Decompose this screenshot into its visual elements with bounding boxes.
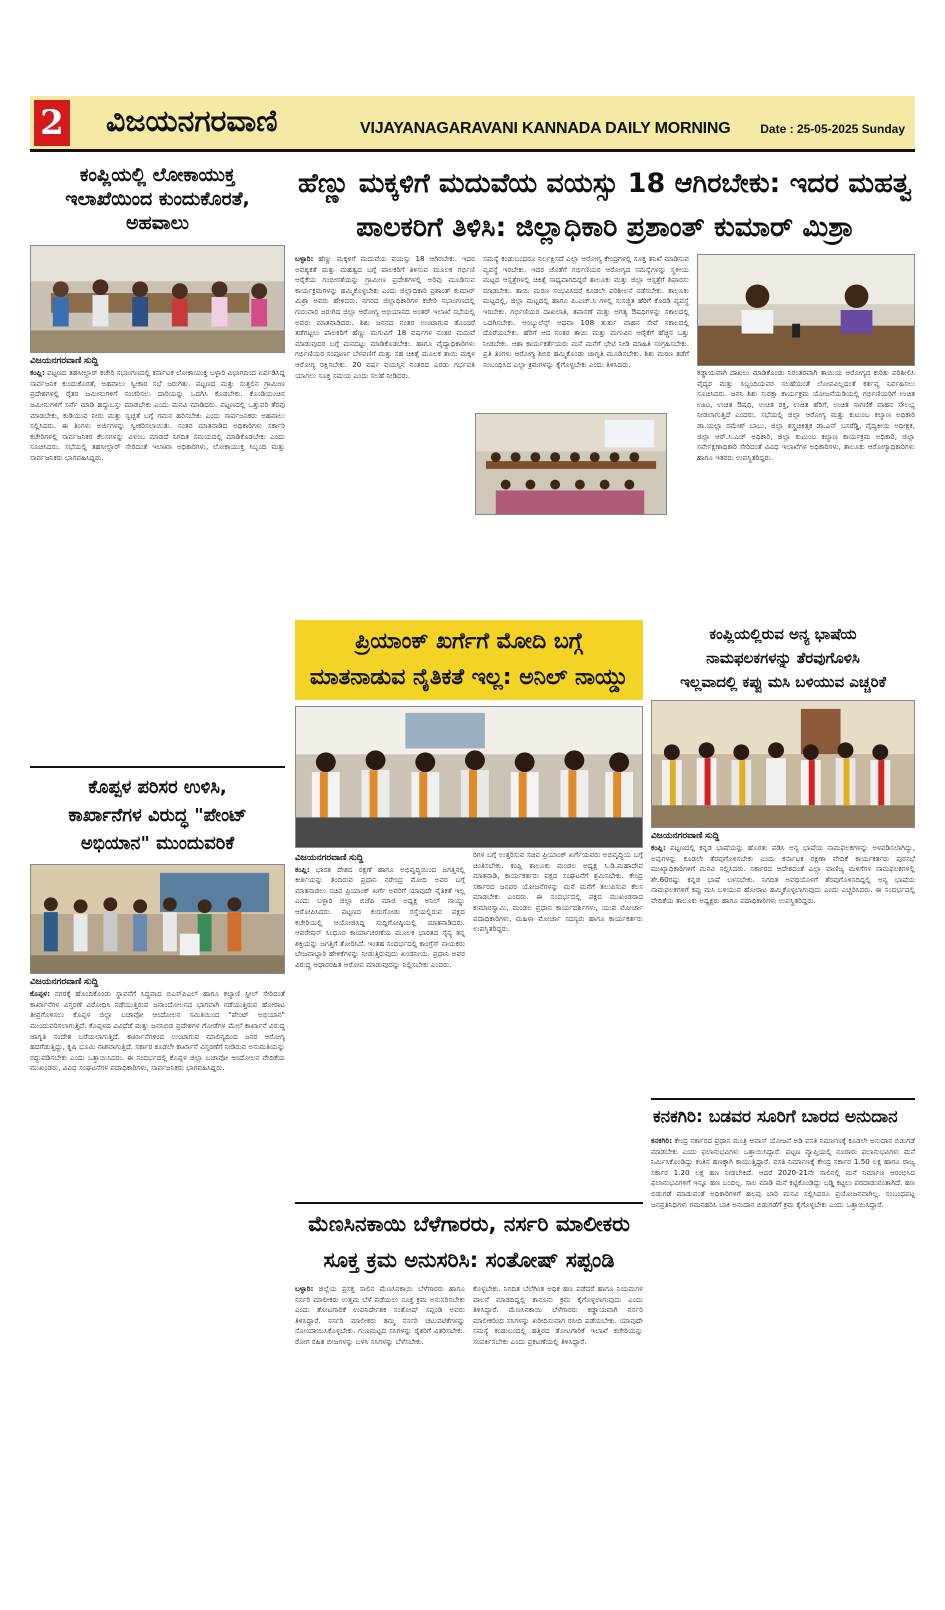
main-area	[295, 160, 915, 1600]
paint-byline: ವಿಜಯನಗರವಾಣಿ ಸುದ್ದಿ	[30, 976, 99, 987]
paint-dateline: ಕೊಪ್ಪಳ:	[30, 989, 51, 999]
main-headline	[295, 160, 915, 254]
paint-text: ನಗರಕ್ಕೆ ಹೊಂದಿಕೊಂಡು ಸ್ಥಾಪನೆಗೆ ಸಿದ್ಧವಾದ ಬಿಎಸ್‌ಪಿಎಲ್ ಹಾಗೂ ಕಲ್ಯಾಣಿ ಸ್ಟೀಲ್ ಸೇರಿದಂತೆ ಕಾರ್ಖಾನೆಗಳ ವಿಸ್ತರಣೆ ವಿರೋಧಿಸಿ ನಡೆಯುತ್ತಿರುವ ಜನಾಂದೋಲನದ ಭಾಗವಾಗಿ ನಡೆಯುತ್ತಿರುವ ಹೋರಾಟ ತೀವ್ರಗೊಳಿಸಲು ಕೊಪ್ಪಳ ಜಿಲ್ಲಾ ಬಚಾವೋ ಆಂದೋಲನ ಸಮಿತಿಯಿಂದ "ಪೇಂಟ್ ಅಭಿಯಾನ" ಮುಂದುವರಿಸಲಾಗುತ್ತಿದೆ. ಕೊಪ್ಪಳದ ವಿವಿಧೆಡೆ ಮತ್ತು ಜನನಿಬಿಡ ಪ್ರದೇಶಗಳ ಗೋಡೆಗಳ ಮೇಲೆ ಕಾರ್ಖಾನೆ ವಿರುದ್ಧ ಜಾಗೃತಿ ಸಂದೇಶ ಬರೆಯಲಾಗುತ್ತಿದೆ. ಕಾರ್ಖಾನೆಗಳಿಂದ ಉಂಟಾಗುವ ಮಾಲಿನ್ಯದಿಂದ ಜನರ ಆರೋಗ್ಯ ಹದಗೆಡುತ್ತಿದ್ದು, ಕೃಷಿ ಭೂಮಿ ನಾಶವಾಗುತ್ತಿದೆ. ಸರ್ಕಾರ ಕೂಡಲೇ ಕಾರ್ಖಾನೆ ವಿಸ್ತರಣೆಗೆ ನೀಡಿರುವ ಅನುಮತಿಯನ್ನು ರದ್ದುಪಡಿಸಬೇಕು ಎಂದು ಒತ್ತಾಯಿಸಿದರು. ಈ ಸಂದರ್ಭದಲ್ಲಿ ಕೊಪ್ಪಳ ಜಿಲ್ಲಾ ಬಚಾವೋ ಆಂದೋಲನ ವೇದಿಕೆಯ ಮುಖಂಡರು, ವಿವಿಧ ಸಂಘಟನೆಗಳ ಪದಾಧಿಕಾರಿಗಳು, ಸಾರ್ವಜನಿಕರು ಭಾಗವಹಿಸಿದ್ದರು.	[30, 989, 285, 1073]
kanakagiri-story	[651, 1098, 915, 1576]
priyank-photo	[295, 706, 643, 848]
nursery-story	[295, 1202, 643, 1604]
lokayukta-dateline: ಕಂಪ್ಲಿ:	[30, 368, 45, 378]
main-headline-line2: ಪಾಲಕರಿಗೆ ತಿಳಿಸಿ: ಜಿಲ್ಲಾಧಿಕಾರಿ ಪ್ರಶಾಂತ್ ಕುಮಾರ್ ಮಿಶ್ರಾ	[356, 212, 854, 243]
priyank-col-b: ರಿಗಳ ಬಗ್ಗೆ ಉತ್ತರಿಸುವ ಸಚಿವ ಪ್ರಿಯಾಂಕ್ ಖರ್ಗೆಯವರು ಅಭಿವೃದ್ಧಿಯ ಬಗ್ಗೆ ಚಿಂತಿಸಬೇಕು. ಕಂಪ್ಲಿ ತಾಲೂಕು ಮಂಡಲ ಅಧ್ಯಕ್ಷ ಸಿ.ಡಿ.ಮಹಾದೇವ ಮಾತನಾಡಿ, ಕಾರ್ಯಕರ್ತರು ಪಕ್ಷದ ಸಂಘಟನೆಗೆ ಶ್ರಮಿಸಬೇಕು. ಕೇಂದ್ರ ಸರ್ಕಾರದ ಜನಪರ ಯೋಜನೆಗಳನ್ನು ಮನೆ ಮನೆಗೆ ತಲುಪಿಸುವ ಕೆಲಸ ಮಾಡಬೇಕು ಎಂದರು. ಈ ಸಂದರ್ಭದಲ್ಲಿ ಪಕ್ಷದ ಮುಖಂಡರಾದ ಕುಮಾರಸ್ವಾಮಿ, ಮಂಡಲ ಪ್ರಧಾನ ಕಾರ್ಯದರ್ಶಿಗಳು, ಯುವ ಮೋರ್ಚಾ ಪದಾಧಿಕಾರಿಗಳು, ಮಹಿಳಾ ಮೋರ್ಚಾ ಸದಸ್ಯರು ಹಾಗೂ ಕಾರ್ಯಕರ್ತರು ಉಪಸ್ಥಿತರಿದ್ದರು.	[473, 850, 643, 934]
priyank-text-a: ಭಾರತ ದೇಶದ ರಕ್ಷಣೆ ಹಾಗೂ ಅಭಿವೃದ್ಧಿಯಿಂದ ಜಗತ್ತಿನಲ್ಲಿ ಕೀರ್ತಿಯನ್ನು ತಂದಿರುವ ಪ್ರಧಾನಿ ನರೇಂದ್ರ ಮೋದಿ ಅವರ ಬಗ್ಗೆ ಮಾತನಾಡಲು ಸಚಿವ ಪ್ರಿಯಾಂಕ್ ಖರ್ಗೆ ಅವರಿಗೆ ಯಾವುದೇ ನೈತಿಕತೆ ಇಲ್ಲ ಎಂದು ಬಳ್ಳಾರಿ ಜಿಲ್ಲಾ ಬಿಜೆಪಿ ಮಾಜಿ ಅಧ್ಯಕ್ಷ ಅನಿಲ್ ನಾಯ್ಡು ಆರೋಪಿಸಿದರು. ಪಟ್ಟಣದ ಕುರುಗೋಡು ರಸ್ತೆಯಲ್ಲಿರುವ ಪಕ್ಷದ ಕಚೇರಿಯಲ್ಲಿ ಆಯೋಜಿಸಿದ್ದ ಸುದ್ದಿಗೋಷ್ಠಿಯಲ್ಲಿ ಮಾತನಾಡಿದರು. ಆಪರೇಷನ್ ಸಿಂಧೂರ ಕಾರ್ಯಾಚರಣೆಯ ಮೂಲಕ ಭಾರತದ ಸೈನ್ಯ ತನ್ನ ಶಕ್ತಿಯನ್ನು ಜಗತ್ತಿಗೆ ತೋರಿಸಿದೆ. ಇಂತಹ ಸಂದರ್ಭದಲ್ಲಿ ಕಾಂಗ್ರೆಸ್ ನಾಯಕರು ಬೇಜವಾಬ್ದಾರಿ ಹೇಳಿಕೆಗಳನ್ನು ನೀಡುತ್ತಿರುವುದು ಖಂಡನೀಯ. ಪ್ರಧಾನಿ ಅವರ ವಿರುದ್ಧ ಆಧಾರರಹಿತ ಆರೋಪ ಮಾಡುವುದನ್ನು ನಿಲ್ಲಿಸಬೇಕು ಎಂದರು.	[295, 864, 465, 969]
lokayukta-photo	[30, 245, 285, 353]
nursery-col-b: ಕೊಳ್ಳಬೇಕು. ನಿಗದಿತ ಬೆಲೆಗಿಂತ ಅಧಿಕ ಹಣ ಪಡೆದರೆ ಹಾಗೂ ನಿಯಮಗಳ ಪಾಲನೆ ಮಾಡದಿದ್ದಲ್ಲಿ ಕಾನೂನು ಕ್ರಮ ಕೈಗೊಳ್ಳಲಾಗುವುದು ಎಂದು ತಿಳಿಸಿದ್ದಾರೆ. ಮೆಣಸಿನಕಾಯಿ ಬೆಳೆಗಾರರು ಕಡ್ಡಾಯವಾಗಿ ನರ್ಸರಿ ಮಾಲೀಕರಿಂದ ಸಸಿಗಳನ್ನು ಖರೀದಿಸುವಾಗ ರಸೀದಿ ಪಡೆಯಬೇಕು. ಯಾವುದೇ ಸಮಸ್ಯೆ ಕಂಡುಬಂದಲ್ಲಿ ಹತ್ತಿರದ ತೋಟಗಾರಿಕೆ ಇಲಾಖೆ ಕಚೇರಿಯನ್ನು ಸಂಪರ್ಕಿಸಬೇಕು ಎಂದು ಪ್ರಕಟಣೆಯಲ್ಲಿ ತಿಳಿಸಿದ್ದಾರೆ.	[473, 1284, 643, 1346]
priyank-headline-line2: ಮಾತನಾಡುವ ನೈತಿಕತೆ ಇಲ್ಲ: ಅನಿಲ್ ನಾಯ್ಡು	[309, 665, 629, 690]
main-story-col-c-wrap	[697, 254, 915, 630]
masthead-subtitle: VIJAYANAGARAVANI KANNADA DAILY MORNING	[360, 120, 731, 137]
paint-headline-line1: ಕೊಪ್ಪಳ ಪರಿಸರ ಉಳಿಸಿ,	[88, 777, 227, 799]
paint-body	[30, 989, 285, 1549]
paint-photo	[30, 864, 285, 974]
page-number: 2	[34, 100, 70, 146]
kanakagiri-text: ಕೇಂದ್ರ ಸರ್ಕಾರದ ಪ್ರಧಾನ ಮಂತ್ರಿ ಆವಾಸ್ ಯೋಜನೆ ಅಡಿ ವಸತಿ ನಿರ್ಮಾಣಕ್ಕೆ ಕೂಡಲೇ ಅನುದಾನ ಬಿಡುಗಡೆ ಮಾಡಬೇಕು ಎಂದು ಫಲಾನುಭವಿಗಳು ಒತ್ತಾಯಿಸಿದ್ದಾರೆ. ಪಟ್ಟಣ ವ್ಯಾಪ್ತಿಯಲ್ಲಿ ನೂರಾರು ಫಲಾನುಭವಿಗಳು ಮನೆ ನಿರ್ಮಿಸಿಕೊಂಡಿದ್ದು ಕಂತಿನ ಹಣಕ್ಕಾಗಿ ಕಾಯುತ್ತಿದ್ದಾರೆ. ವಸತಿ ನಿರ್ಮಾಣಕ್ಕೆ ಕೇಂದ್ರ ಸರ್ಕಾರ 1.50 ಲಕ್ಷ ಹಾಗೂ ರಾಜ್ಯ ಸರ್ಕಾರ 1.20 ಲಕ್ಷ ಹಣ ನೀಡಬೇಕಿದೆ. ಆದರೆ 2020-21ನೇ ಸಾಲಿನಲ್ಲಿ ಮನೆ ನಿರ್ಮಾಣ ಆರಂಭಿಸಿದ ಫಲಾನುಭವಿಗಳಿಗೆ ಇನ್ನೂ ಹಣ ಬಂದಿಲ್ಲ. ಸಾಲ ಮಾಡಿ ಮನೆ ಕಟ್ಟಿಕೊಂಡಿದ್ದು ಬಡ್ಡಿ ಕಟ್ಟಲು ಪರದಾಡುವಂತಾಗಿದೆ. ಹಣ ಬಿಡುಗಡೆ ಮಾಡುವಂತೆ ಅಧಿಕಾರಿಗಳಿಗೆ ಹಲವು ಬಾರಿ ಮನವಿ ಸಲ್ಲಿಸಿದರೂ ಪ್ರಯೋಜನವಾಗಿಲ್ಲ. ಸಂಬಂಧಪಟ್ಟ ಜನಪ್ರತಿನಿಧಿಗಳು ಗಮನಹರಿಸಿ ಬಾಕಿ ಅನುದಾನ ಬಿಡುಗಡೆಗೆ ಕ್ರಮ ಕೈಗೊಳ್ಳಬೇಕು ಎಂದು ಒತ್ತಾಯಿಸಿದ್ದಾರೆ.	[651, 1136, 915, 1209]
priyank-body	[295, 850, 643, 1074]
main-story-photo	[697, 254, 915, 366]
lokayukta-text: ಪಟ್ಟಣದ ತಹಸೀಲ್ದಾರ್ ಕಚೇರಿ ಸಭಾಂಗಣದಲ್ಲಿ ಕರ್ನಾಟಕ ಲೋಕಾಯುಕ್ತ ಬಳ್ಳಾರಿ ವಿಭಾಗದಿಂದ ಏರ್ಪಡಿಸಿದ್ದ ಸಾರ್ವಜನಿಕ ಕುಂದುಕೊರತೆ, ಅಹವಾಲು ಸ್ವೀಕಾರ ಸಭೆ ಜರುಗಿತು. ಪಟ್ಟಣದ ಮತ್ತು ಸುತ್ತಲಿನ ಗ್ರಾಮೀಣ ಪ್ರದೇಶಗಳಲ್ಲಿ ರೈತರ ಜಮೀನುಗಳಿಗೆ ಸಂಚರಿಸಲು ದಾರಿಯನ್ನು ಒದಗಿಸಿ ಕೊಡಬೇಕು. ಕೊಂಡಿಯಂಚಿನ ಜಮೀನುಗಳಿಗೆ ಸರ್ವೆ ಮಾಡಿ ಹದ್ದುಬಸ್ತು ಮಾಡಬೇಕು ಎಂದು ಮನವಿ ಮಾಡಿದರು. ಪಟ್ಟಣದಲ್ಲಿ ಒತ್ತುವರಿ ತೆರವು ಮಾಡಬೇಕು, ಕುಡಿಯುವ ನೀರು ಮತ್ತು ಸ್ವಚ್ಛತೆ ಬಗ್ಗೆ ಗಮನ ಹರಿಸಬೇಕು ಎಂದು ಸಾರ್ವಜನಿಕರು ಅಹವಾಲು ಸಲ್ಲಿಸಿದರು. ಈ ತಿಂಗಳು ಅರ್ಜಿಗಳನ್ನು ಸ್ವೀಕರಿಸಲಾಯಿತು. ನಂತರ ಮಾತನಾಡಿದ ಅಧಿಕಾರಿಗಳು ಸರ್ಕಾರಿ ಕಚೇರಿಗಳಲ್ಲಿ ಸಾರ್ವಜನಿಕರ ಕೆಲಸಗಳನ್ನು ವಿಳಂಬ ಮಾಡದೆ ನಿಗದಿತ ಸಮಯದಲ್ಲಿ ಮಾಡಿಕೊಡಬೇಕು ಎಂದು ಸೂಚಿಸಿದರು. ಸಭೆಯಲ್ಲಿ ತಹಸೀಲ್ದಾರ್ ಸೇರಿದಂತೆ ಇಲಾಖಾ ಅಧಿಕಾರಿಗಳು, ಲೋಕಾಯುಕ್ತ ಸಿಬ್ಬಂದಿ ಮತ್ತು ಸಾರ್ವಜನಿಕರು ಭಾಗವಹಿಸಿದ್ದರು.	[30, 368, 285, 462]
language-headline	[651, 620, 915, 696]
kanakagiri-dateline: ಕನಕಗಿರಿ:	[651, 1136, 673, 1145]
kanakagiri-body	[651, 1136, 915, 1576]
paint-headline-line3: ಅಭಿಯಾನ" ಮುಂದುವರಿಕೆ	[80, 833, 235, 855]
nursery-dateline: ಬಳ್ಳಾರಿ:	[295, 1284, 314, 1293]
language-headline-line2: ನಾಮಫಲಕಗಳನ್ನು ತೆರವುಗೊಳಿಸಿ	[706, 649, 860, 667]
priyank-story	[295, 620, 643, 1074]
main-headline-line1: ಹೆಣ್ಣು ಮಕ್ಕಳಿಗೆ ಮದುವೆಯ ವಯಸ್ಸು 18 ಆಗಿರಬೇಕು: ಇದರ ಮಹತ್ವ	[298, 168, 912, 199]
lokayukta-body	[30, 368, 285, 760]
priyank-dateline: ಕಂಪ್ಲಿ:	[295, 864, 310, 874]
lokayukta-byline: ವಿಜಯನಗರವಾಣಿ ಸುದ್ದಿ	[30, 355, 99, 366]
language-headline-line1: ಕಂಪ್ಲಿಯಲ್ಲಿರುವ ಅನ್ಯ ಭಾಷೆಯ	[709, 625, 857, 643]
main-story-dateline: ಬಳ್ಳಾರಿ:	[295, 254, 314, 263]
nursery-body	[295, 1284, 643, 1604]
priyank-headline	[295, 620, 643, 700]
lokayukta-headline: ಕಂಪ್ಲಿಯಲ್ಲಿ ಲೋಕಾಯುಕ್ತ ಇಲಾಖೆಯಿಂದ ಕುಂದುಕೊರತೆ, ಅಹವಾಲು	[65, 164, 250, 234]
priyank-col-a	[295, 850, 465, 1074]
issue-date: Date : 25-05-2025 Sunday	[760, 122, 905, 136]
nursery-text-a: ಜಿಲ್ಲೆಯ ಪ್ರಸಕ್ತ ಸಾಲಿನ ಮೆಣಸಿನಕಾಯಿ ಬೆಳೆಗಾರರು ಹಾಗೂ ನರ್ಸರಿ ಮಾಲೀಕರು ಉತ್ತಮ ಬೆಳೆ ಪಡೆಯಲು ಸೂಕ್ತ ಕ್ರಮ ಅನುಸರಿಸಬೇಕು ಎಂದು ತೋಟಗಾರಿಕೆ ಉಪನಿರ್ದೇಶಕ ಸಂತೋಷ್ ಸಪ್ಪಂಡಿ ಅವರು ತಿಳಿಸಿದ್ದಾರೆ. ನರ್ಸರಿ ಮಾಲೀಕರು ತಮ್ಮ ನರ್ಸರಿ ಚಟುವಟಿಕೆಗಳನ್ನು ನೋಂದಾಯಿಸಿಕೊಳ್ಳಬೇಕು. ಗುಣಮಟ್ಟದ ಸಸಿಗಳನ್ನು ರೈತರಿಗೆ ವಿತರಿಸಬೇಕು. ರೋಗ ರಹಿತ ಬೀಜಗಳನ್ನು ಬಳಸಿ ಸಸಿಗಳನ್ನು ಬೆಳೆಸಬೇಕು.	[295, 1284, 465, 1346]
priyank-headline-line1: ಪ್ರಿಯಾಂಕ್ ಖರ್ಗೆಗೆ ಮೋದಿ ಬಗ್ಗೆ	[355, 629, 583, 654]
nursery-headline-line2: ಸೂಕ್ತ ಕ್ರಮ ಅನುಸರಿಸಿ: ಸಂತೋಷ್ ಸಪ್ಪಂಡಿ	[323, 1248, 615, 1272]
main-story-col-c: ಕಡ್ಡಾಯವಾಗಿ ದಾಖಲು ಮಾಡಿಕೊಂಡು ನಿರಂತರವಾಗಿ ತಾಯಿಯ ಆರೋಗ್ಯದ ಕುರಿತು ಪರಿಶೀಲಿಸಿ ವೈದ್ಯರ ಮತ್ತು ಸಿಬ್ಬಂದಿಯವರ ಸಲಹೆಯಂತೆ ಲೋಪವಿಲ್ಲದಂತೆ ಕರ್ತವ್ಯ ನಿರ್ವಹಿಸಲು ಸೂಚಿಸಿದರು. ಜನನಿ ಶಿಶು ಸುರಕ್ಷಾ ಕಾರ್ಯಕ್ರಮ ಯೋಜನೆಯಡಿಯಲ್ಲಿ ಗರ್ಭಿಣಿಯರಿಗೆ ಉಚಿತ ಊಟ, ಉಚಿತ ಔಷಧಿ, ಉಚಿತ ರಕ್ತ, ಉಚಿತ ಹೆರಿಗೆ, ಉಚಿತ ಸಾಗಣಿಕೆ ವಾಹನ ಸೌಲಭ್ಯ ನೀಡಲಾಗುತ್ತಿದೆ ಎಂದರು. ಸಭೆಯಲ್ಲಿ ಜಿಲ್ಲಾ ಆರೋಗ್ಯ ಮತ್ತು ಕುಟುಂಬ ಕಲ್ಯಾಣ ಅಧಿಕಾರಿ ಡಾ.ಯಲ್ಲಾ ರಮೇಶ್ ಬಾಬು, ಜಿಲ್ಲಾ ಶಸ್ತ್ರಚಿಕಿತ್ಸಕ ಡಾ.ಎನ್ ಬಸರೆಡ್ಡಿ, ವೈದ್ಯಕೀಯ ಅಧೀಕ್ಷಕ, ಜಿಲ್ಲಾ ಆರ್.ಸಿ.ಎಚ್ ಅಧಿಕಾರಿ, ಜಿಲ್ಲಾ ಕುಟುಂಬ ಕಲ್ಯಾಣ ಕಾರ್ಯಕ್ರಮ ಅಧಿಕಾರಿ, ಜಿಲ್ಲಾ ಸರ್ವೇಕ್ಷಣಾಧಿಕಾರಿ ಸೇರಿದಂತೆ ವಿವಿಧ ಇಲಾಖೆಗಳ ಅಧಿಕಾರಿಗಳು, ತಾಲೂಕು ಆರೋಗ್ಯಾಧಿಕಾರಿಗಳು ಹಾಗೂ ಇತರರು ಉಪಸ್ಥಿತರಿದ್ದರು.	[697, 368, 915, 462]
language-dateline: ಕಂಪ್ಲಿ:	[651, 843, 666, 852]
language-headline-line3: ಇಲ್ಲವಾದಲ್ಲಿ ಕಪ್ಪು ಮಸಿ ಬಳಿಯುವ ಎಚ್ಚರಿಕೆ	[680, 673, 886, 691]
priyank-byline: ವಿಜಯನಗರವಾಣಿ ಸುದ್ದಿ	[295, 852, 364, 862]
nursery-headline	[295, 1204, 643, 1280]
language-text: ಪಟ್ಟಣದಲ್ಲಿ ಕನ್ನಡ ಭಾಷೆಯನ್ನು ಹೊರತು ಪಡಿಸಿ ಅನ್ಯ ಭಾಷೆಯ ನಾಮಫಲಕಗಳನ್ನು ಅಳವಡಿಸಲಾಗಿದ್ದು, ಅವುಗಳನ್ನು ಕೂಡಲೇ ತೆರವುಗೊಳಿಸಬೇಕು ಎಂದು ಕರ್ನಾಟಕ ರಕ್ಷಣಾ ವೇದಿಕೆ ಕಾರ್ಯಕರ್ತರು ಪುರಸಭೆ ಮುಖ್ಯಾಧಿಕಾರಿಗಳಿಗೆ ಮನವಿ ಸಲ್ಲಿಸಿದರು. ಸರ್ಕಾರದ ಆದೇಶದಂತೆ ಎಲ್ಲಾ ವಾಣಿಜ್ಯ ಮಳಿಗೆಗಳ ನಾಮಫಲಕಗಳಲ್ಲಿ ಶೇ.60ರಷ್ಟು ಕನ್ನಡ ಭಾಷೆ ಬಳಸಬೇಕು. ನಿಗದಿತ ಅವಧಿಯೊಳಗೆ ತೆರವುಗೊಳಿಸದಿದ್ದಲ್ಲಿ ಅನ್ಯ ಭಾಷೆಯ ನಾಮಫಲಕಗಳಿಗೆ ಕಪ್ಪು ಮಸಿ ಬಳಿಯುವ ಹೋರಾಟ ಹಮ್ಮಿಕೊಳ್ಳಲಾಗುವುದು ಎಂದು ಎಚ್ಚರಿಸಿದರು. ಈ ಸಂದರ್ಭದಲ್ಲಿ ವೇದಿಕೆಯ ತಾಲೂಕು ಅಧ್ಯಕ್ಷರು ಹಾಗೂ ಪದಾಧಿಕಾರಿಗಳು ಉಪಸ್ಥಿತರಿದ್ದರು.	[651, 843, 915, 905]
language-photo	[651, 700, 915, 828]
paint-headline-line2: ಕಾರ್ಖಾನೆಗಳ ವಿರುದ್ಧ "ಪೇಂಟ್	[68, 805, 247, 827]
masthead-bar	[30, 96, 915, 152]
left-column	[30, 160, 285, 1600]
nursery-headline-line1: ಮೆಣಸಿನಕಾಯಿ ಬೆಳೆಗಾರರು, ನರ್ಸರಿ ಮಾಲೀಕರು	[308, 1212, 630, 1236]
main-story-col-a	[295, 254, 475, 630]
paint-headline	[30, 766, 285, 864]
language-body	[651, 843, 915, 1041]
main-story-text-a: ಹೆಣ್ಣು ಮಕ್ಕಳಿಗೆ ಮದುವೆಯ ವಯಸ್ಸು 18 ಆಗಿರಬೇಕು. ಇದರ ಅವಶ್ಯಕತೆ ಮತ್ತು ಮಹತ್ವದ ಬಗ್ಗೆ ಪಾಲಕರಿಗೆ ತಿಳಿಸುವ ಮೂಲಕ ಗರ್ಭಿಣಿ ಆರೈಕೆಯ ಗಂಭೀರತೆಯನ್ನು ಗ್ರಾಮೀಣ ಪ್ರದೇಶಗಳಲ್ಲಿ ಅರಿವು ಮೂಡಿಸುವ ಕಾರ್ಯಕ್ರಮಗಳನ್ನು ಹಮ್ಮಿಕೊಳ್ಳಬೇಕು ಎಂದು ಜಿಲ್ಲಾಧಿಕಾರಿ ಪ್ರಶಾಂತ್ ಕುಮಾರ್ ಮಿಶ್ರಾ ಅವರು ಹೇಳಿದರು. ನಗರದ ಜಿಲ್ಲಾಧಿಕಾರಿಗಳ ಕಚೇರಿ ಸಭಾಂಗಣದಲ್ಲಿ ಗುರುವಾರ ಜರುಗಿದ ಜಿಲ್ಲಾ ಆರೋಗ್ಯ ಅಭಿಯಾನದ ಅಂತರ್ ಇಲಾಖೆ ಸಭೆಯಲ್ಲಿ ಅವರು ಮಾತನಾಡಿದರು. ಶಿಶು ಜನನದ ನಂತರ ಉಂಟಾಗುವ ತೊಂದರೆ ತಡೆಗಟ್ಟಲು ಪಾಲಕರಿಗೆ ಹೆಣ್ಣು ಮಗುವಿಗೆ 18 ವರ್ಷಗಳ ನಂತರ ಮದುವೆ ಮಾಡುವುದರ ಬಗ್ಗೆ ಮನದಟ್ಟು ಮಾಡಿಕೊಡಬೇಕು. ಹಾಗೂ ವೈದ್ಯಾಧಿಕಾರಿಗಳು ಗರ್ಭಿಣಿಯರ ಸಂಪೂರ್ಣ ಬೆಳವಣಿಗೆ ಮತ್ತು ಸಹ ಚಿಕಿತ್ಸೆ ಮೂಲಕ ತಾಯಿ ಮಕ್ಕಳ ಆರೋಗ್ಯ ರಕ್ಷಿಸಬೇಕು. 20 ವರ್ಷ ವಯಸ್ಸಿನ ನಂತರದ ಎರಡು ಗರ್ಭವತಿ ಯಾಗಲು ಸೂಕ್ತ ಸಮಯ ಎಂದು ಸಲಹೆ ನೀಡಿದರು.	[295, 254, 475, 380]
language-byline: ವಿಜಯನಗರವಾಣಿ ಸುದ್ದಿ	[651, 830, 720, 840]
main-story-col-b: ಸಮಸ್ಯೆ ಕಂಡುಬಂದರೂ ನಿರ್ಲಕ್ಷಿಸದೆ ಎಲ್ಲಾ ಆರೋಗ್ಯ ಕೇಂದ್ರಗಳಲ್ಲಿ ಸೂಕ್ತ ತನಿಖೆ ಮಾಡಿಸುವ ವ್ಯವಸ್ಥೆ ಇರಬೇಕು. ಇದರ ಜೊತೆಗೆ ಗರ್ಭಿಣಿಯರ ಆರೋಗ್ಯದ ಸಮಸ್ಯೆಗಳನ್ನು ಸ್ಥಳೀಯ ಮಟ್ಟದ ಆಸ್ಪತ್ರೆಗಳಲ್ಲಿ ಚಿಕಿತ್ಸೆ ಸಾಧ್ಯವಾಗದಿದ್ದರೆ ತಾಲೂಕು ಮತ್ತು ಜಿಲ್ಲಾ ಆಸ್ಪತ್ರೆಗೆ ಶಿಫಾರಸು ಮಾಡಬೇಕು. ತಾಯಿ ಮರಣ ಸಂಭವಿಸಿದರೆ ಕೂಡಲೇ ಪರಿಶೀಲನೆ ನಡೆಸಬೇಕು. ತಾಲೂಕು ಮಟ್ಟದಲ್ಲಿ, ಜಿಲ್ಲಾ ಮಟ್ಟದಲ್ಲಿ ಹಾಗೂ ಪಿ.ಎಚ್.ಸಿ ಗಳಲ್ಲಿ ಸುಸಜ್ಜಿತ ಹೆರಿಗೆ ಕೊಠಡಿ ವ್ಯವಸ್ಥೆ ಇರಬೇಕು. ಗರ್ಭಿಣಿಯರ ದಾಖಲಾತಿ, ತಪಾಸಣೆ ಮತ್ತು ಅಗತ್ಯ ಔಷಧಿಗಳನ್ನು ಸಕಾಲದಲ್ಲಿ ಒದಗಿಸಬೇಕು. ಆಂಬ್ಯುಲೆನ್ಸ್ ಅಥವಾ 108 ತುರ್ತು ವಾಹನ ಸೇವೆ ಸಕಾಲದಲ್ಲಿ ದೊರೆಯಬೇಕು. ಹೆರಿಗೆ ಆದ ನಂತರ ತಾಯಿ ಮತ್ತು ಮಗುವಿನ ಆರೈಕೆಗೆ ಹೆಚ್ಚಿನ ಒತ್ತು ನೀಡಬೇಕು. ಆಶಾ ಕಾರ್ಯಕರ್ತೆಯರು ಮನೆ ಮನೆಗೆ ಭೇಟಿ ನೀಡಿ ಮಾಹಿತಿ ಸಂಗ್ರಹಿಸಬೇಕು. ಪ್ರತಿ ತಿಂಗಳು ಆರೋಗ್ಯ ಶಿಬಿರ ಹಮ್ಮಿಕೊಂಡು ಜಾಗೃತಿ ಮೂಡಿಸಬೇಕು. ಶಿಶು ಮರಣ ತಡೆಗೆ ಸಂಬಂಧಿಸಿದ ಎಲ್ಲಾ ಕ್ರಮಗಳನ್ನು ಕೈಗೊಳ್ಳಬೇಕು ಎಂದು ತಿಳಿಸಿದರು.	[483, 254, 689, 369]
masthead-title: ವಿಜಯನಗರವಾಣಿ	[106, 104, 278, 139]
nursery-col-a	[295, 1284, 465, 1604]
language-story	[651, 620, 915, 1041]
kanakagiri-headline: ಕನಕಗಿರಿ: ಬಡವರ ಸೂರಿಗೆ ಬಾರದ ಅನುದಾನ	[651, 1098, 915, 1134]
meeting-hall-photo	[475, 413, 667, 515]
